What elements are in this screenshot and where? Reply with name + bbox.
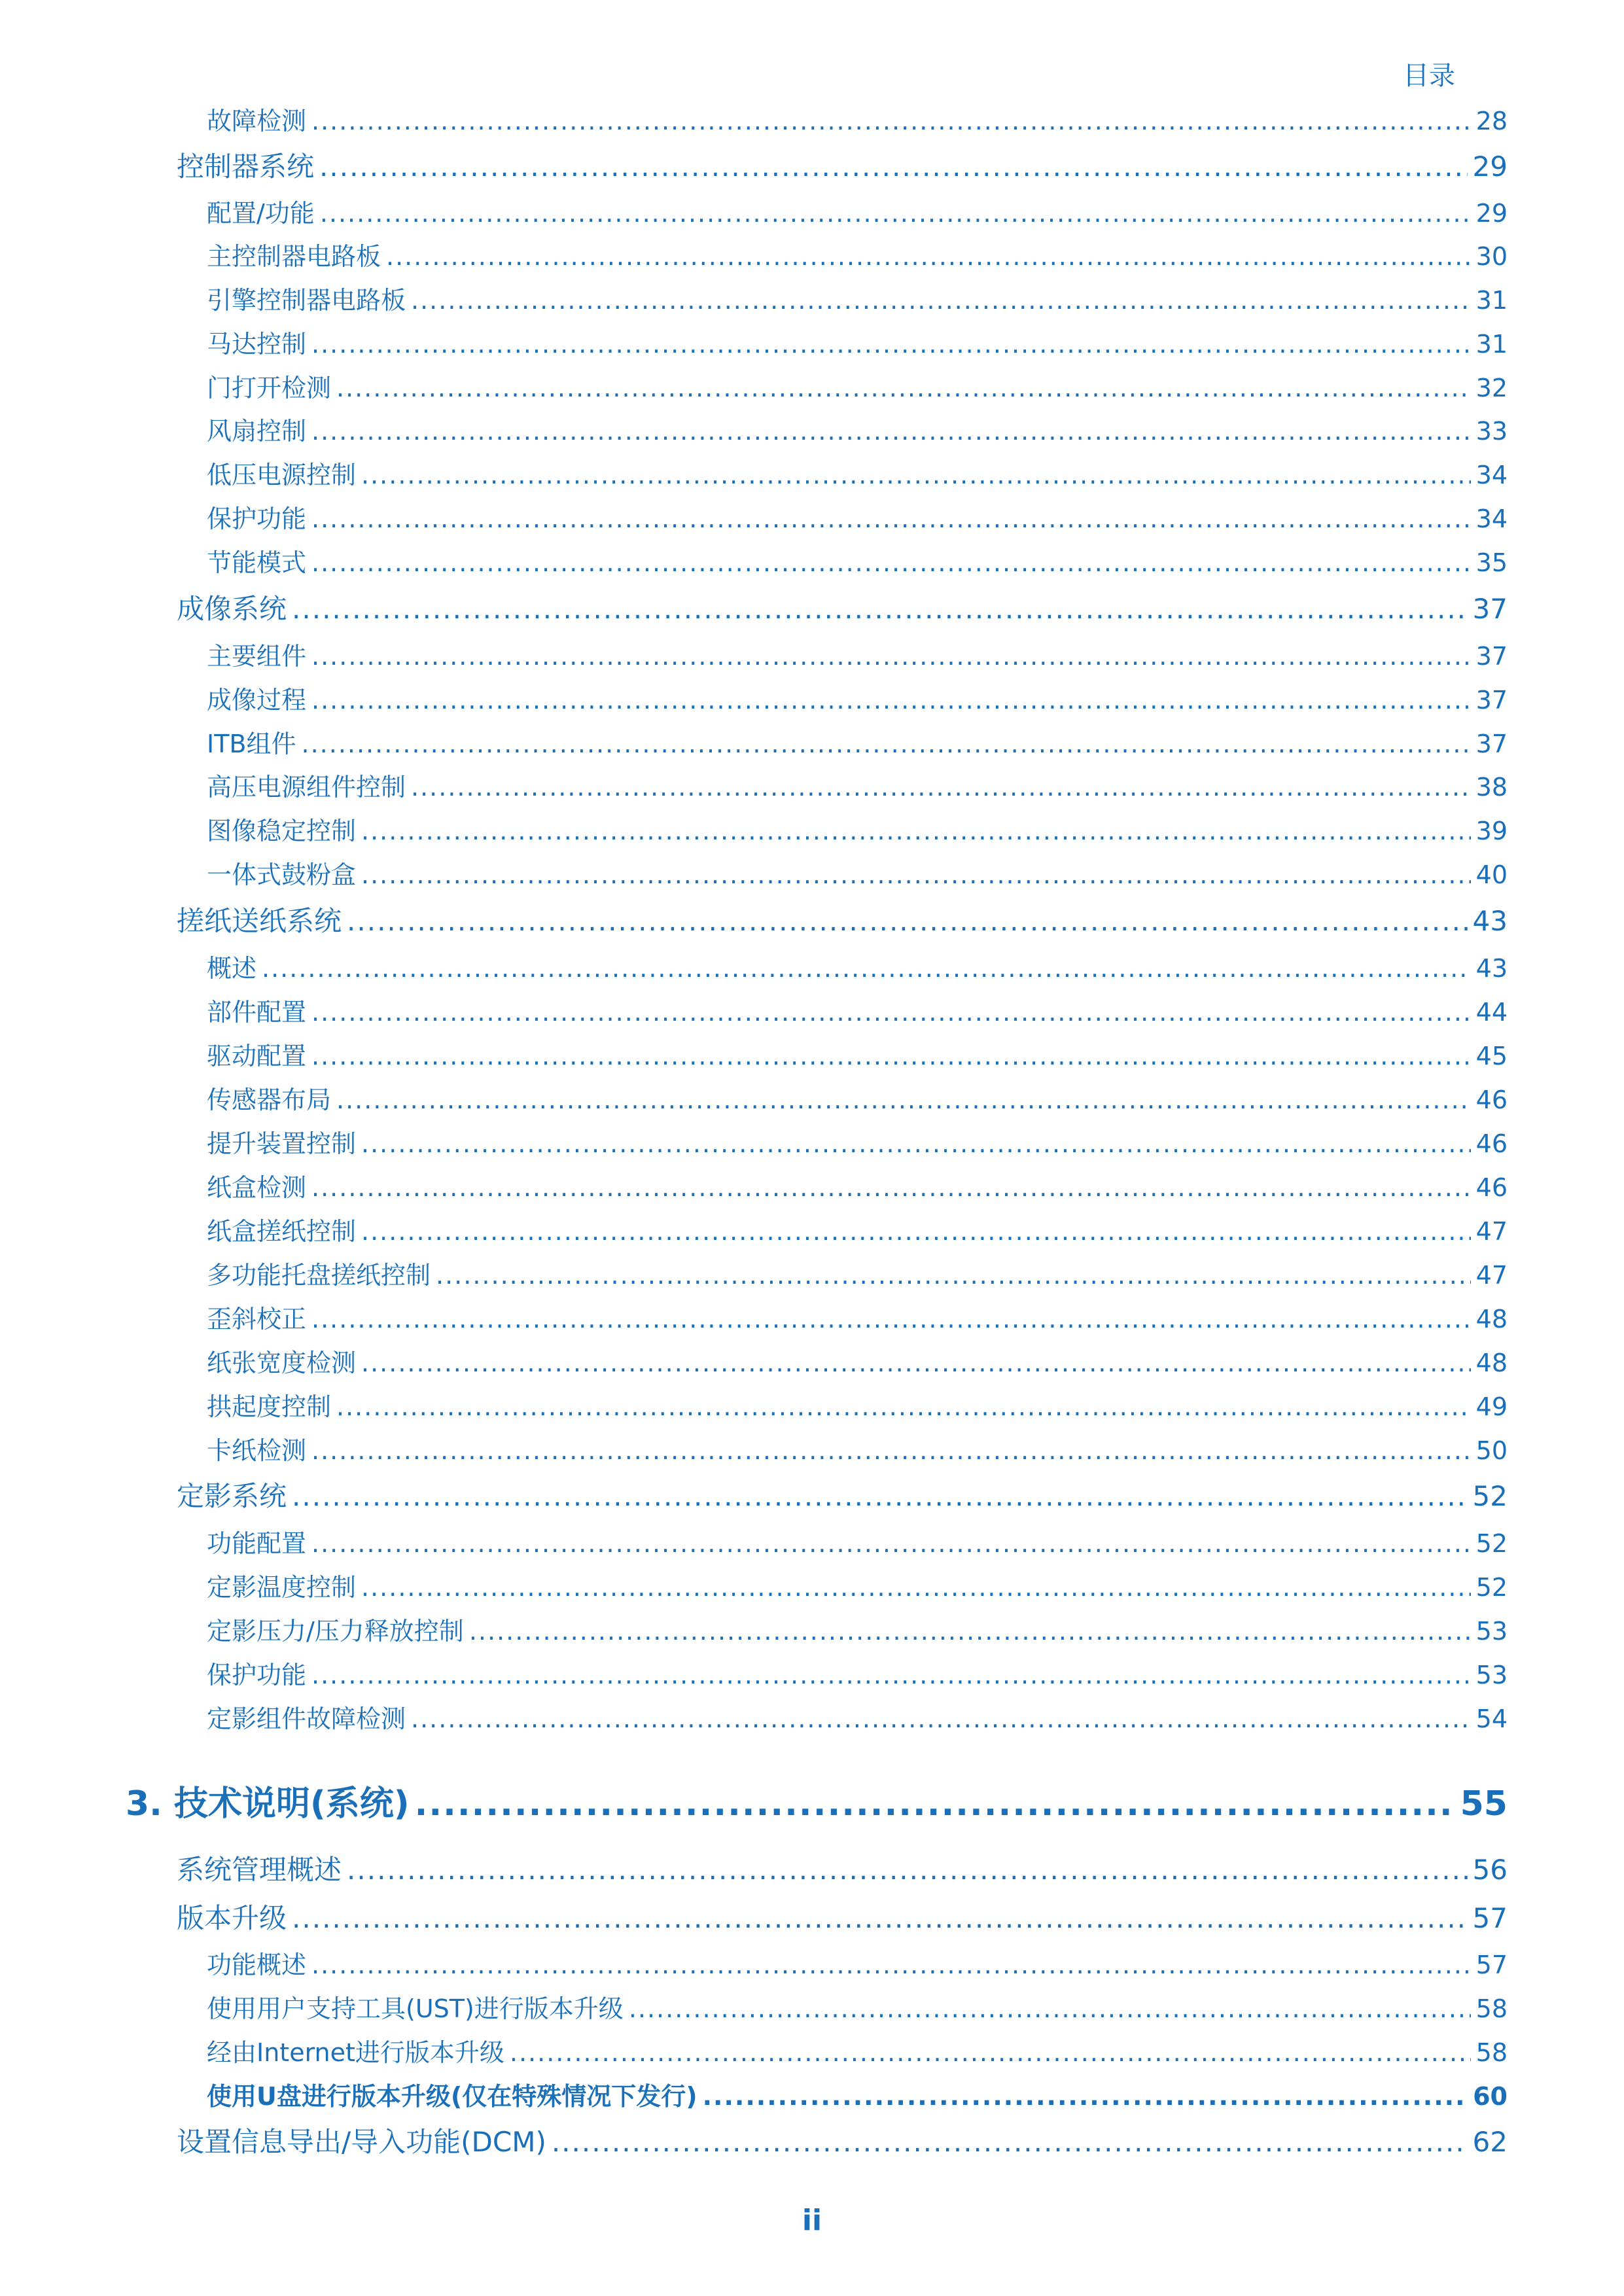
toc-entry-fixing-system[interactable]: 定影系统 ..... 52 — [177, 1475, 1508, 1514]
toc-entry[interactable]: 节能模式 ..... 35 — [207, 542, 1508, 578]
toc-entry[interactable]: 主控制器电路板 ..... 30 — [207, 236, 1508, 272]
toc-entry[interactable]: 多功能托盘搓纸控制 ..... 47 — [207, 1255, 1508, 1291]
toc-entry-system-management[interactable]: 系统管理概述 ..... 56 — [177, 1848, 1508, 1888]
toc-entry[interactable]: 引擎控制器电路板 ..... 31 — [207, 280, 1508, 316]
toc-entry[interactable]: 门打开检测 ..... 32 — [207, 368, 1508, 404]
toc-entry[interactable]: 图像稳定控制 ..... 39 — [207, 811, 1508, 847]
toc-entry[interactable]: 成像过程 ..... 37 — [207, 680, 1508, 716]
toc-entry[interactable]: 卡纸检测 ..... 50 — [207, 1430, 1508, 1466]
toc-entry-pickup-feed-system[interactable]: 搓纸送纸系统 ..... 43 — [177, 900, 1508, 939]
toc-entry[interactable]: 高压电源组件控制 ..... 38 — [207, 767, 1508, 803]
toc-entry[interactable]: 驱动配置 ..... 45 — [207, 1036, 1508, 1072]
toc-entry[interactable]: 功能配置 ..... 52 — [207, 1523, 1508, 1559]
toc-chapter-3[interactable]: 3. 技术说明(系统) ..... 55 — [126, 1776, 1508, 1825]
toc-entry-imaging-system[interactable]: 成像系统 ..... 37 — [177, 588, 1508, 627]
toc-entry-version-upgrade[interactable]: 版本升级 ..... 57 — [177, 1897, 1508, 1936]
toc-entry[interactable]: 保护功能 ..... 53 — [207, 1655, 1508, 1691]
toc-entry-fault-detection[interactable]: 故障检测 ..... 28 — [207, 101, 1508, 137]
toc-entry[interactable]: 传感器布局 ..... 46 — [207, 1080, 1508, 1116]
toc-entry[interactable]: 保护功能 ..... 34 — [207, 499, 1508, 535]
toc-entry[interactable]: 低压电源控制 ..... 34 — [207, 455, 1508, 491]
toc-entry[interactable]: 部件配置 ..... 44 — [207, 992, 1508, 1028]
toc-entry[interactable]: 定影组件故障检测 ..... 54 — [207, 1699, 1508, 1735]
toc-entry[interactable]: 主要组件 ..... 37 — [207, 636, 1508, 672]
toc-entry[interactable]: 拱起度控制 ..... 49 — [207, 1386, 1508, 1422]
toc-entry[interactable]: 功能概述 ..... 57 — [207, 1945, 1508, 1981]
toc-entry[interactable]: 定影压力/压力释放控制 ..... 53 — [207, 1611, 1508, 1647]
toc-entry[interactable]: 概述 ..... 43 — [207, 948, 1508, 984]
toc-entry[interactable]: 纸盒检测 ..... 46 — [207, 1167, 1508, 1203]
header-title: 目录 — [1403, 61, 1455, 91]
page-number: ii — [802, 2204, 822, 2237]
toc-entry[interactable]: 配置/功能 ..... 29 — [207, 193, 1508, 229]
toc-entry[interactable]: 歪斜校正 ..... 48 — [207, 1299, 1508, 1335]
toc-entry[interactable]: 经由Internet进行版本升级 ..... 58 — [207, 2032, 1508, 2068]
toc-entry[interactable]: 纸盒搓纸控制 ..... 47 — [207, 1211, 1508, 1247]
toc-entry-dcm[interactable]: 设置信息导出/导入功能(DCM) ..... 62 — [177, 2121, 1508, 2160]
toc-entry[interactable]: 纸张宽度检测 ..... 48 — [207, 1343, 1508, 1379]
toc-entry[interactable]: 提升装置控制 ..... 46 — [207, 1123, 1508, 1159]
toc-entry-usb-upgrade[interactable]: 使用U盘进行版本升级(仅在特殊情况下发行) ..... 60 — [207, 2076, 1508, 2112]
toc-entry[interactable]: 一体式鼓粉盒 ..... 40 — [207, 855, 1508, 891]
toc-entry[interactable]: ITB组件 ..... 37 — [207, 724, 1508, 760]
toc-entry[interactable]: 定影温度控制 ..... 52 — [207, 1567, 1508, 1603]
toc-entry[interactable]: 风扇控制 ..... 33 — [207, 411, 1508, 447]
toc-entry[interactable]: 马达控制 ..... 31 — [207, 324, 1508, 360]
toc-entry[interactable]: 使用用户支持工具(UST)进行版本升级 ..... 58 — [207, 1988, 1508, 2024]
toc-entry-controller-system[interactable]: 控制器系统 ..... 29 — [177, 145, 1508, 185]
